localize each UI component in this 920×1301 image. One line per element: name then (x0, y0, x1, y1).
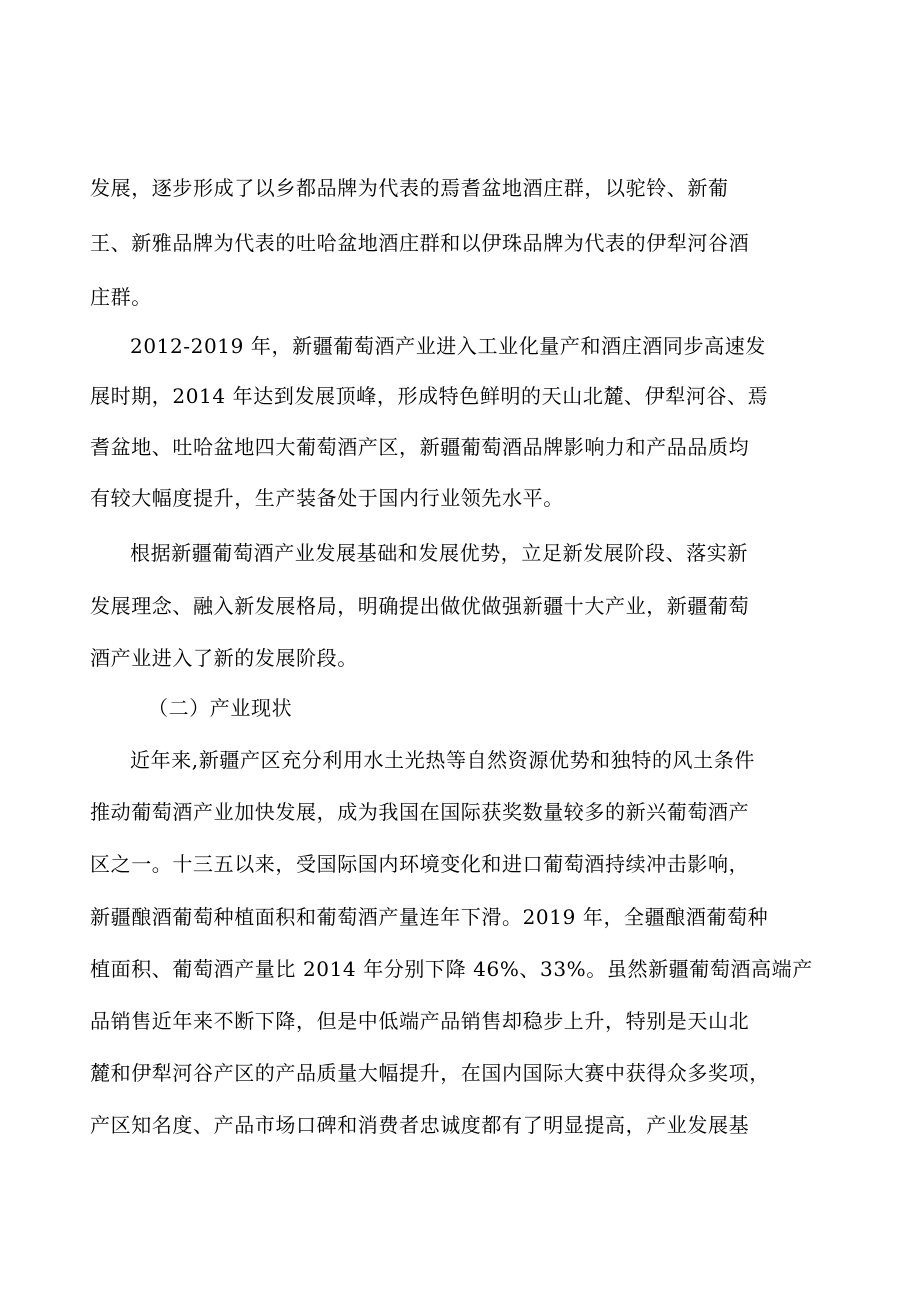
paragraph-line: 酒产业进入了新的发展阶段。 (90, 646, 358, 670)
paragraph-line: 新疆酿酒葡萄种植面积和葡萄酒产量连年下滑。2019 年，全疆酿酒葡萄种 (90, 905, 769, 929)
paragraph-line: 区之一。十三五以来，受国际国内环境变化和进口葡萄酒持续冲击影响， (90, 852, 750, 876)
paragraph-line: 植面积、葡萄酒产量比 2014 年分别下降 46%、33%。虽然新疆葡萄酒高端产 (90, 957, 813, 981)
paragraph-line: 推动葡萄酒产业加快发展，成为我国在国际获奖数量较多的新兴葡萄酒产 (90, 800, 750, 824)
paragraph-line: 展时期，2014 年达到发展顶峰，形成特色鲜明的天山北麓、伊犁河谷、焉 (90, 384, 769, 408)
paragraph-line: 2012-2019 年，新疆葡萄酒产业进入工业化量产和酒庄酒同步高速发 (130, 334, 766, 358)
paragraph-line: 发展理念、融入新发展格局，明确提出做优做强新疆十大产业，新疆葡萄 (90, 594, 750, 618)
paragraph-line: 耆盆地、吐哈盆地四大葡萄酒产区，新疆葡萄酒品牌影响力和产品品质均 (90, 435, 750, 459)
paragraph-line: 品销售近年来不断下降，但是中低端产品销售却稳步上升，特别是天山北 (90, 1009, 750, 1033)
paragraph-line: 王、新雅品牌为代表的吐哈盆地酒庄群和以伊珠品牌为代表的伊犁河谷酒 (90, 231, 750, 255)
paragraph-line: 近年来,新疆产区充分利用水土光热等自然资源优势和独特的风土条件 (130, 748, 755, 772)
paragraph-line: 有较大幅度提升，生产装备处于国内行业领先水平。 (90, 486, 564, 510)
section-heading: （二）产业现状 (148, 696, 293, 720)
paragraph-line: 发展，逐步形成了以乡都品牌为代表的焉耆盆地酒庄群，以驼铃、新葡 (90, 176, 729, 200)
paragraph-line: 庄群。 (90, 285, 152, 309)
paragraph-line: 麓和伊犁河谷产区的产品质量大幅提升，在国内国际大赛中获得众多奖项， (90, 1061, 770, 1085)
paragraph-line: 产区知名度、产品市场口碑和消费者忠诚度都有了明显提高，产业发展基 (90, 1113, 750, 1137)
paragraph-line: 根据新疆葡萄酒产业发展基础和发展优势，立足新发展阶段、落实新 (130, 541, 748, 565)
